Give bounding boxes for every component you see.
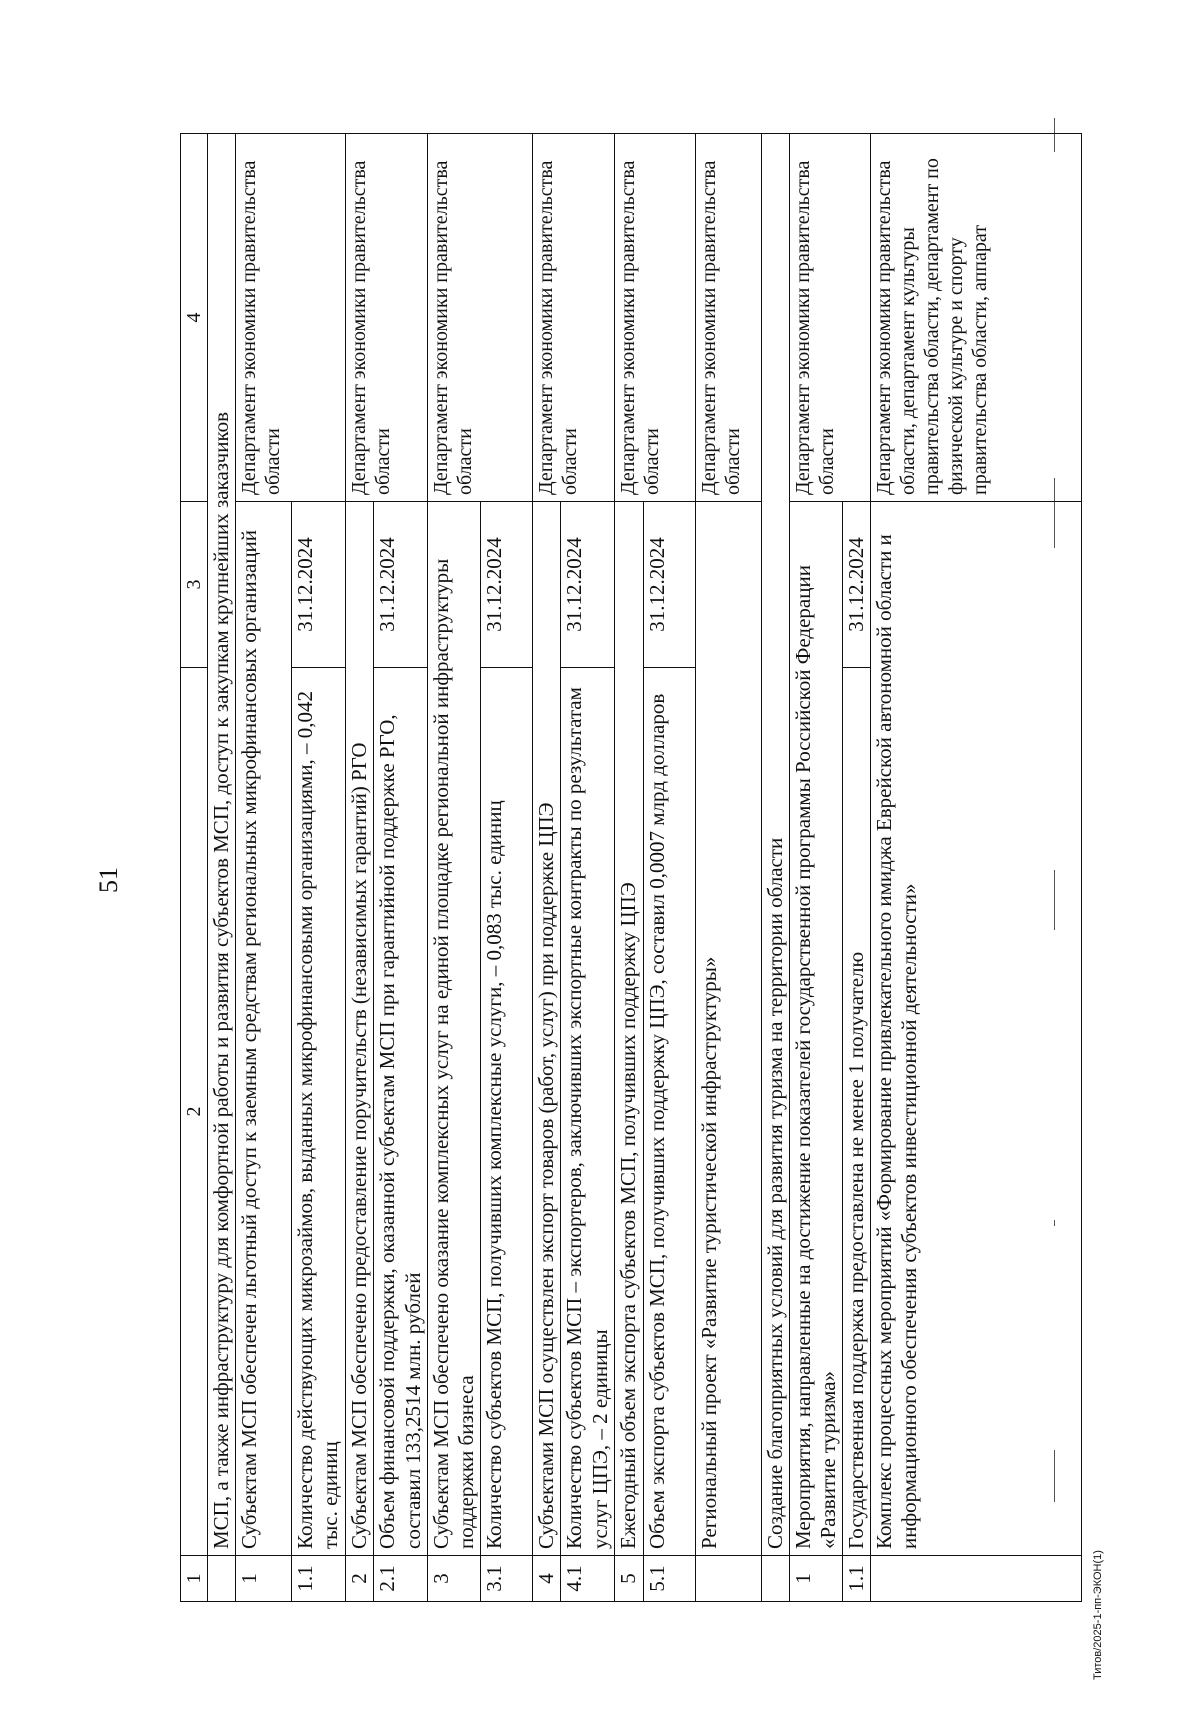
responsible-cell: Департамент экономики правительства области xyxy=(533,134,615,502)
row-number xyxy=(761,1556,789,1602)
row-number: 1.1 xyxy=(843,1556,871,1602)
column-header: 2 xyxy=(181,668,208,1556)
row-number: 4.1 xyxy=(561,1556,615,1602)
row-number xyxy=(871,1556,1082,1602)
column-header: 4 xyxy=(181,134,208,502)
row-number: 3 xyxy=(427,1556,480,1602)
responsible-cell: Департамент экономики правительства области xyxy=(346,134,428,502)
row-number: 1 xyxy=(236,1556,292,1602)
table-row xyxy=(427,134,480,1602)
row-number: 4 xyxy=(533,1556,561,1602)
row-number: 5 xyxy=(615,1556,643,1602)
row-text: Объем финансовой поддержки, оказанной субъектам МСП при гарантийной поддержке РГО, составил 133,2514 млн. рублей xyxy=(374,668,427,1556)
deadline-cell: 31.12.2024 xyxy=(643,502,695,668)
deadline-cell: 31.12.2024 xyxy=(843,502,871,668)
row-text: Количество субъектов МСП – экспортеров, заключивших экспортные контракты по результатам услуг ЦПЭ, – 2 единицы xyxy=(561,668,615,1556)
row-number: 1.1 xyxy=(292,1556,346,1602)
page-number: 51 xyxy=(94,867,123,893)
table-row xyxy=(871,134,1082,1602)
row-text: Количество действующих микрозаймов, выданных микрофинансовыми организациями, – 0,042 тыс. единиц xyxy=(292,668,346,1556)
section-heading: Создание благоприятных условий для развития туризма на территории области xyxy=(761,134,789,1556)
deadline-cell: 31.12.2024 xyxy=(374,502,427,668)
row-number: 2.1 xyxy=(374,1556,427,1602)
column-header: 1 xyxy=(181,1556,208,1602)
row-text: Субъектам МСП обеспечен льготный доступ к заемным средствам региональных микрофинансовых организаций xyxy=(236,502,292,1556)
row-text: Количество субъектов МСП, получивших комплексные услуги, – 0,083 тыс. единиц xyxy=(481,668,533,1556)
row-text: Субъектам МСП обеспечено предоставление поручительств (независимых гарантий) РГО xyxy=(346,502,374,1556)
row-number xyxy=(208,1556,236,1602)
responsible-cell: Департамент экономики правительства области, департамент культуры правительства области, департамент по физической культуре и спорту правительства области, аппарат xyxy=(871,134,1082,502)
table-row xyxy=(761,134,789,1602)
deadline-cell: 31.12.2024 xyxy=(561,502,615,668)
column-header: 3 xyxy=(181,502,208,668)
row-text: Субъектам МСП обеспечено оказание комплексных услуг на единой площадке региональной инфраструктуры поддержки бизнеса xyxy=(427,502,480,1556)
row-number: 1 xyxy=(789,1556,842,1602)
deadline-cell: 31.12.2024 xyxy=(481,502,533,668)
responsible-cell: Департамент экономики правительства области xyxy=(427,134,532,502)
table-row xyxy=(789,134,842,1602)
table-row xyxy=(208,134,236,1602)
responsible-cell: Департамент экономики правительства области xyxy=(695,134,761,502)
table-row xyxy=(346,134,374,1602)
table-row xyxy=(695,134,761,1602)
row-text: Ежегодный объем экспорта субъектов МСП, получивших поддержку ЦПЭ xyxy=(615,502,643,1556)
row-text: Государственная поддержка предоставлена не менее 1 получателю xyxy=(843,668,871,1556)
row-number: 5.1 xyxy=(643,1556,695,1602)
row-text: Региональный проект «Развитие туристической инфраструктуры» xyxy=(695,502,761,1556)
table-row xyxy=(615,134,643,1602)
rotated-table-sheet xyxy=(180,134,1082,1602)
responsible-cell: Департамент экономики правительства области xyxy=(615,134,695,502)
table-header-row xyxy=(181,134,208,1602)
row-text: Субъектами МСП осуществлен экспорт товаров (работ, услуг) при поддержке ЦПЭ xyxy=(533,502,561,1556)
footer-document-code: Титов/2025-1-пп-ЭКОН(1) xyxy=(1092,1550,1104,1680)
responsible-cell: Департамент экономики правительства области xyxy=(789,134,871,502)
row-number xyxy=(695,1556,761,1602)
table-row xyxy=(236,134,292,1602)
row-text: Объем экспорта субъектов МСП, получивших поддержку ЦПЭ, составил 0,0007 млрд долларов xyxy=(643,668,695,1556)
plan-table xyxy=(180,133,1082,1602)
row-number: 3.1 xyxy=(481,1556,533,1602)
row-text: Мероприятия, направленные на достижение показателей государственной программы Российской Федерации «Развитие туризма» xyxy=(789,502,842,1556)
section-heading: МСП, а также инфраструктуру для комфортной работы и развития субъектов МСП, доступ к закупкам крупнейших заказчиков xyxy=(208,134,236,1556)
row-text: Комплекс процессных мероприятий «Формирование привлекательного имиджа Еврейской автономной области и информационного обеспечения субъектов инвестиционной деятельности» xyxy=(871,502,1082,1556)
row-number: 2 xyxy=(346,1556,374,1602)
table-row xyxy=(533,134,561,1602)
responsible-cell: Департамент экономики правительства области xyxy=(236,134,346,502)
deadline-cell: 31.12.2024 xyxy=(292,502,346,668)
